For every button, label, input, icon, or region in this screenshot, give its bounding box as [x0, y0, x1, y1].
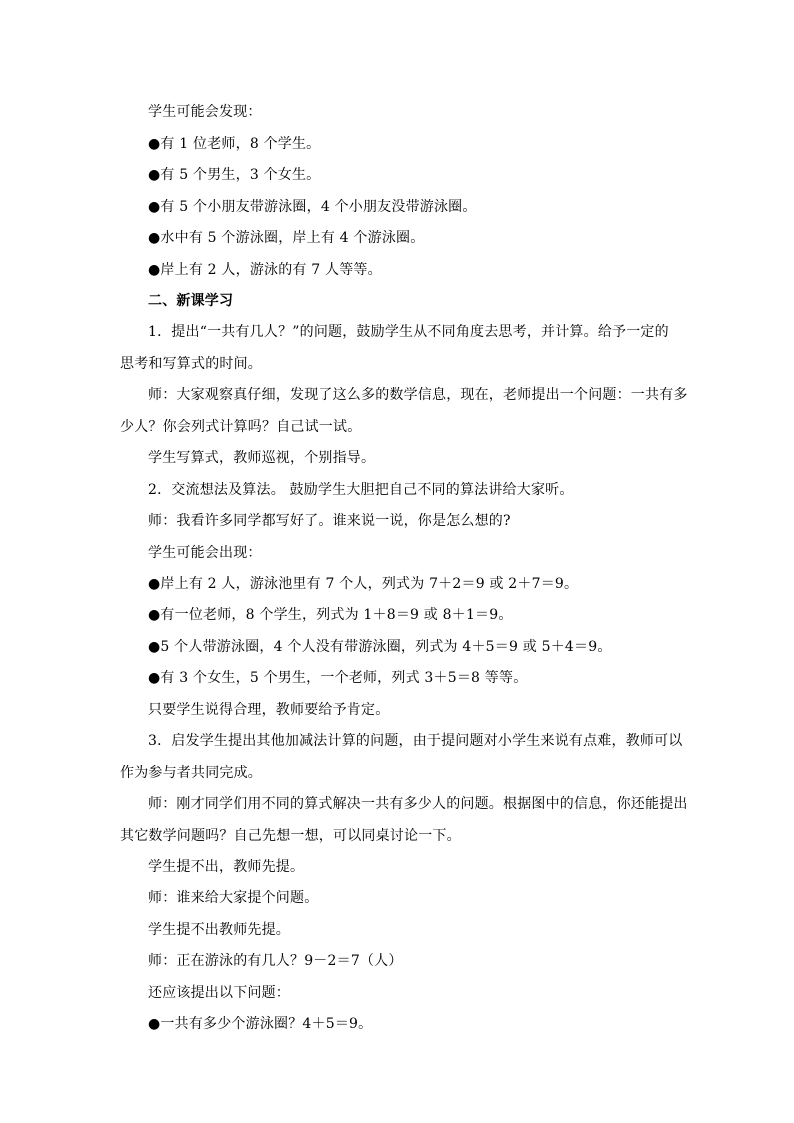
bullet-item: ●岸上有 2 人，游泳的有 7 人等等。 [148, 262, 382, 278]
bullet-item: ●5 个人带游泳圈，4 个人没有带游泳圈，列式为 4＋5＝9 或 5＋4＝9。 [148, 639, 612, 655]
bullet-item: ●有 3 个女生，5 个男生，一个老师，列式 3＋5＝8 等等。 [148, 670, 528, 686]
bullet-item: ●有 1 位老师，8 个学生。 [148, 136, 321, 152]
bullet-item: ●有一位老师，8 个学生，列式为 1＋8＝9 或 8＋1＝9。 [148, 607, 513, 623]
text-line: 其它数学问题吗？自己先想一想，可以同桌讨论一下。 [120, 828, 461, 844]
text-line: 学生写算式，教师巡视，个别指导。 [148, 450, 376, 466]
text-line: 学生提不出教师先提。 [148, 922, 290, 938]
text-line: 师：大家观察真仔细，发现了这么多的数学信息，现在，老师提出一个问题：一共有多 [148, 387, 688, 403]
text-line: 学生可能会发现： [148, 104, 262, 120]
text-line: 思考和写算式的时间。 [120, 356, 262, 372]
text-line: 少人？你会列式计算吗？自己试一试。 [120, 419, 362, 435]
bullet-item: ●有 5 个小朋友带游泳圈，4 个小朋友没带游泳圈。 [148, 199, 477, 215]
text-line: 2．交流想法及算法。 鼓励学生大胆把自己不同的算法讲给大家听。 [148, 482, 574, 498]
section-heading: 二、新课学习 [148, 293, 234, 309]
text-line: 师：我看许多同学都写好了。谁来说一说，你是怎么想的? [148, 513, 511, 529]
text-line: 学生提不出，教师先提。 [148, 859, 305, 875]
bullet-item: ●岸上有 2 人，游泳池里有 7 个人，列式为 7＋2＝9 或 2＋7＝9。 [148, 576, 579, 592]
bullet-item: ●有 5 个男生，3 个女生。 [148, 167, 321, 183]
text-line: 1．提出“一共有几人？”的问题，鼓励学生从不同角度去思考，并计算。给予一定的 [148, 324, 669, 340]
bullet-item: ●水中有 5 个游泳圈，岸上有 4 个游泳圈。 [148, 230, 425, 246]
text-line: 只要学生说得合理，教师要给予肯定。 [148, 702, 390, 718]
text-line: 师：刚才同学们用不同的算式解决一共有多少人的问题。根据图中的信息，你还能提出 [148, 796, 688, 812]
bullet-item: ●一共有多少个游泳圈？4＋5＝9。 [148, 1016, 373, 1032]
text-line: 还应该提出以下问题： [148, 985, 290, 1001]
text-line: 学生可能会出现： [148, 545, 262, 561]
text-line: 3．启发学生提出其他加减法计算的问题，由于提问题对小学生来说有点难，教师可以 [148, 733, 683, 749]
text-line: 师：正在游泳的有几人？9－2＝7（人） [148, 953, 403, 969]
text-line: 师：谁来给大家提个问题。 [148, 890, 319, 906]
text-line: 作为参与者共同完成。 [120, 765, 262, 781]
